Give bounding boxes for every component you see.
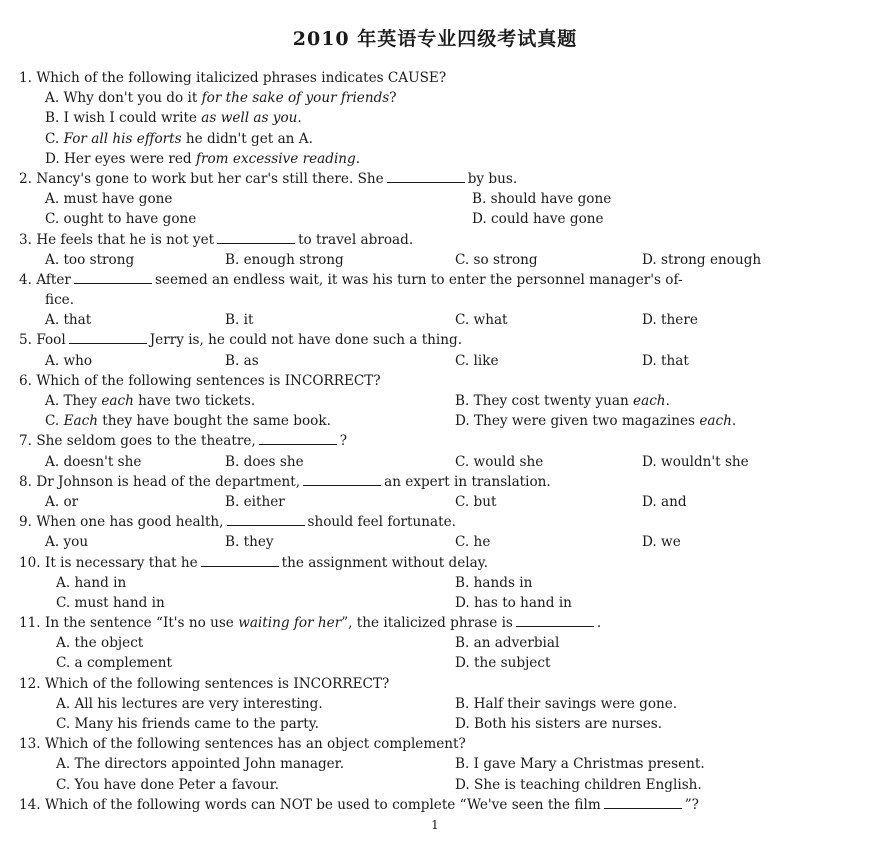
option-row xyxy=(19,694,850,714)
option-a xyxy=(45,393,255,409)
option-d: D. She is teaching children English. xyxy=(455,776,702,793)
question-text: should feel fortunate. xyxy=(307,514,456,531)
question-text: It is necessary that he xyxy=(44,554,198,571)
option-text: they have bought the same book. xyxy=(97,413,331,430)
option-row xyxy=(19,593,850,613)
option-row xyxy=(19,452,850,472)
page-number: 1 xyxy=(431,818,439,832)
option-row xyxy=(19,411,850,431)
option-row xyxy=(19,653,850,673)
option-a: A. doesn't she xyxy=(45,453,142,470)
option-text: C. xyxy=(45,413,64,430)
question-stem xyxy=(19,553,850,573)
option-d: D. wouldn't she xyxy=(642,453,749,470)
option-a: A. that xyxy=(45,312,92,329)
question-number: 12. xyxy=(19,675,41,692)
option-row xyxy=(19,189,850,209)
option-row xyxy=(19,209,850,229)
option-a: A. hand in xyxy=(56,574,127,591)
option-b: B. hands in xyxy=(455,574,533,591)
option-a: A. All his lectures are very interesting. xyxy=(56,695,323,712)
option-a: A. must have gone xyxy=(45,191,173,208)
option-b: B. either xyxy=(225,493,285,510)
option-c: C. he xyxy=(455,534,491,551)
option-text: ? xyxy=(389,90,397,107)
question-stem xyxy=(19,169,850,189)
question-stem xyxy=(19,68,850,88)
question-number: 1. xyxy=(19,70,32,86)
answer-blank xyxy=(303,473,381,486)
option-line xyxy=(19,129,850,149)
italic-phrase: each xyxy=(699,413,732,430)
italic-phrase: each xyxy=(633,393,666,409)
question-number: 9. xyxy=(19,514,32,531)
question-text: When one has good health, xyxy=(36,514,224,531)
option-b: B. it xyxy=(225,312,254,329)
option-text: A. They xyxy=(45,393,102,409)
option-row xyxy=(19,633,850,653)
option-c: C. You have done Peter a favour. xyxy=(56,776,279,793)
question-number: 6. xyxy=(19,372,32,389)
option-text: C. xyxy=(45,130,64,147)
option-c: C. ought to have gone xyxy=(45,211,197,228)
option-row xyxy=(19,532,850,552)
option-d: D. that xyxy=(642,352,689,369)
question-text: Which of the following sentences has an object complement? xyxy=(44,736,466,753)
option-b: B. an adverbial xyxy=(455,635,560,652)
option-d: D. we xyxy=(642,534,681,551)
option-line xyxy=(19,108,850,128)
question-stem xyxy=(19,512,850,532)
answer-blank xyxy=(217,231,295,244)
question-text: fice. xyxy=(45,292,75,309)
answer-blank xyxy=(74,271,152,284)
question-text: Which of the following sentences is INCORRECT? xyxy=(44,675,390,692)
question-stem xyxy=(19,674,850,694)
question-text: . xyxy=(596,615,602,632)
option-row xyxy=(19,250,850,270)
option-d: D. there xyxy=(642,312,698,329)
italic-phrase: as well as you xyxy=(201,110,298,127)
question-text: Jerry is, he could not have done such a thing. xyxy=(149,332,463,349)
question-text: to travel abroad. xyxy=(298,231,414,248)
option-text: . xyxy=(355,150,361,167)
option-c: C. would she xyxy=(455,453,544,470)
option-d: D. could have gone xyxy=(472,211,604,228)
question-text: Which of the following italicized phrases indicates CAUSE? xyxy=(36,70,447,86)
option-d xyxy=(455,411,736,431)
option-row xyxy=(19,754,850,774)
question-stem xyxy=(19,270,850,290)
italic-phrase: waiting for her xyxy=(238,615,342,632)
answer-blank xyxy=(227,513,305,526)
answer-blank xyxy=(604,796,682,809)
option-c: C. like xyxy=(455,352,499,369)
question-number: 4. xyxy=(19,271,32,288)
option-text: B. I wish I could write xyxy=(45,110,202,127)
option-c xyxy=(45,413,331,429)
option-b: B. should have gone xyxy=(472,191,612,208)
option-d: D. and xyxy=(642,493,687,510)
question-number: 7. xyxy=(19,433,32,450)
question-text: Fool xyxy=(36,332,66,349)
question-number: 3. xyxy=(19,231,32,248)
question-stem xyxy=(19,613,850,633)
question-text: In the sentence “It's no use xyxy=(44,615,239,632)
answer-blank xyxy=(516,614,594,627)
option-text: have two tickets. xyxy=(133,393,256,409)
option-row xyxy=(19,310,850,330)
question-stem xyxy=(19,472,850,492)
question-number: 10. xyxy=(19,554,41,571)
option-b: B. I gave Mary a Christmas present. xyxy=(455,756,705,773)
italic-phrase: from excessive reading xyxy=(195,150,356,167)
question-text: ”? xyxy=(684,796,699,813)
option-text: . xyxy=(665,393,670,409)
option-c: C. Many his friends came to the party. xyxy=(56,716,319,732)
option-a: A. too strong xyxy=(45,251,135,268)
question-number: 8. xyxy=(19,473,32,490)
option-b: B. they xyxy=(225,534,274,551)
option-c: C. but xyxy=(455,493,497,510)
option-c: C. so strong xyxy=(455,251,538,268)
option-text: B. They cost twenty yuan xyxy=(455,393,634,409)
question-text: She seldom goes to the theatre, xyxy=(36,433,256,450)
question-text: by bus. xyxy=(467,170,518,187)
option-row xyxy=(19,351,850,371)
option-text: D. They were given two magazines xyxy=(455,413,700,430)
option-d: D. has to hand in xyxy=(455,594,572,611)
italic-phrase: for the sake of your friends xyxy=(201,90,390,107)
question-number: 13. xyxy=(19,736,41,753)
question-list xyxy=(19,68,850,815)
option-c: C. a complement xyxy=(56,655,172,672)
page-title: 2010 年英语专业四级考试真题 xyxy=(292,28,578,50)
option-b: B. Half their savings were gone. xyxy=(455,695,678,712)
answer-blank xyxy=(387,170,465,183)
option-text: . xyxy=(731,413,737,430)
answer-blank xyxy=(69,331,147,344)
option-a: A. you xyxy=(45,534,89,551)
question-continuation xyxy=(19,290,850,310)
question-text: He feels that he is not yet xyxy=(36,231,215,248)
option-b: B. as xyxy=(225,352,259,369)
question-text: Dr Johnson is head of the department, xyxy=(36,473,301,490)
question-text: seemed an endless wait, it was his turn to enter the personnel manager's of- xyxy=(154,271,683,288)
question-stem xyxy=(19,330,850,350)
option-d: D. Both his sisters are nurses. xyxy=(455,716,663,732)
question-text: Which of the following sentences is INCORRECT? xyxy=(36,372,381,389)
question-text: After xyxy=(36,271,71,288)
option-row xyxy=(19,492,850,512)
question-stem xyxy=(19,431,850,451)
question-number: 11. xyxy=(19,615,41,632)
question-text: an expert in translation. xyxy=(384,473,551,490)
answer-blank xyxy=(201,554,279,567)
option-a: A. who xyxy=(45,352,93,369)
option-a: A. The directors appointed John manager. xyxy=(56,756,345,773)
answer-blank xyxy=(259,432,337,445)
option-a: A. or xyxy=(45,493,79,510)
question-text: ”, the italicized phrase is xyxy=(341,615,513,632)
option-d: D. strong enough xyxy=(642,251,762,268)
question-stem xyxy=(19,734,850,754)
question-number: 5. xyxy=(19,332,32,349)
question-stem xyxy=(19,230,850,250)
italic-phrase: each xyxy=(101,393,134,409)
question-text: Which of the following words can NOT be used to complete “We've seen the film xyxy=(44,796,601,813)
option-b xyxy=(455,391,670,411)
option-c: C. what xyxy=(455,312,508,329)
italic-phrase: Each xyxy=(63,413,98,430)
option-line xyxy=(19,88,850,108)
question-text: the assignment without delay. xyxy=(281,554,488,571)
option-text: A. Why don't you do it xyxy=(45,90,202,107)
option-line xyxy=(19,149,850,169)
question-stem xyxy=(19,795,850,815)
option-a: A. the object xyxy=(56,635,144,652)
option-b: B. enough strong xyxy=(225,251,344,268)
option-c: C. must hand in xyxy=(56,594,165,611)
option-row xyxy=(19,714,850,734)
option-text: . xyxy=(297,110,302,127)
option-text: he didn't get an A. xyxy=(181,130,313,147)
italic-phrase: For all his efforts xyxy=(63,130,182,147)
option-text: D. Her eyes were red xyxy=(45,150,196,167)
option-row xyxy=(19,573,850,593)
question-number: 14. xyxy=(19,796,41,813)
option-row xyxy=(19,775,850,795)
question-text: ? xyxy=(339,433,347,450)
question-stem xyxy=(19,371,850,391)
question-text: Nancy's gone to work but her car's still there. She xyxy=(36,170,384,187)
option-d: D. the subject xyxy=(455,655,551,672)
option-b: B. does she xyxy=(225,453,304,470)
question-number: 2. xyxy=(19,170,32,187)
option-row xyxy=(19,391,850,411)
